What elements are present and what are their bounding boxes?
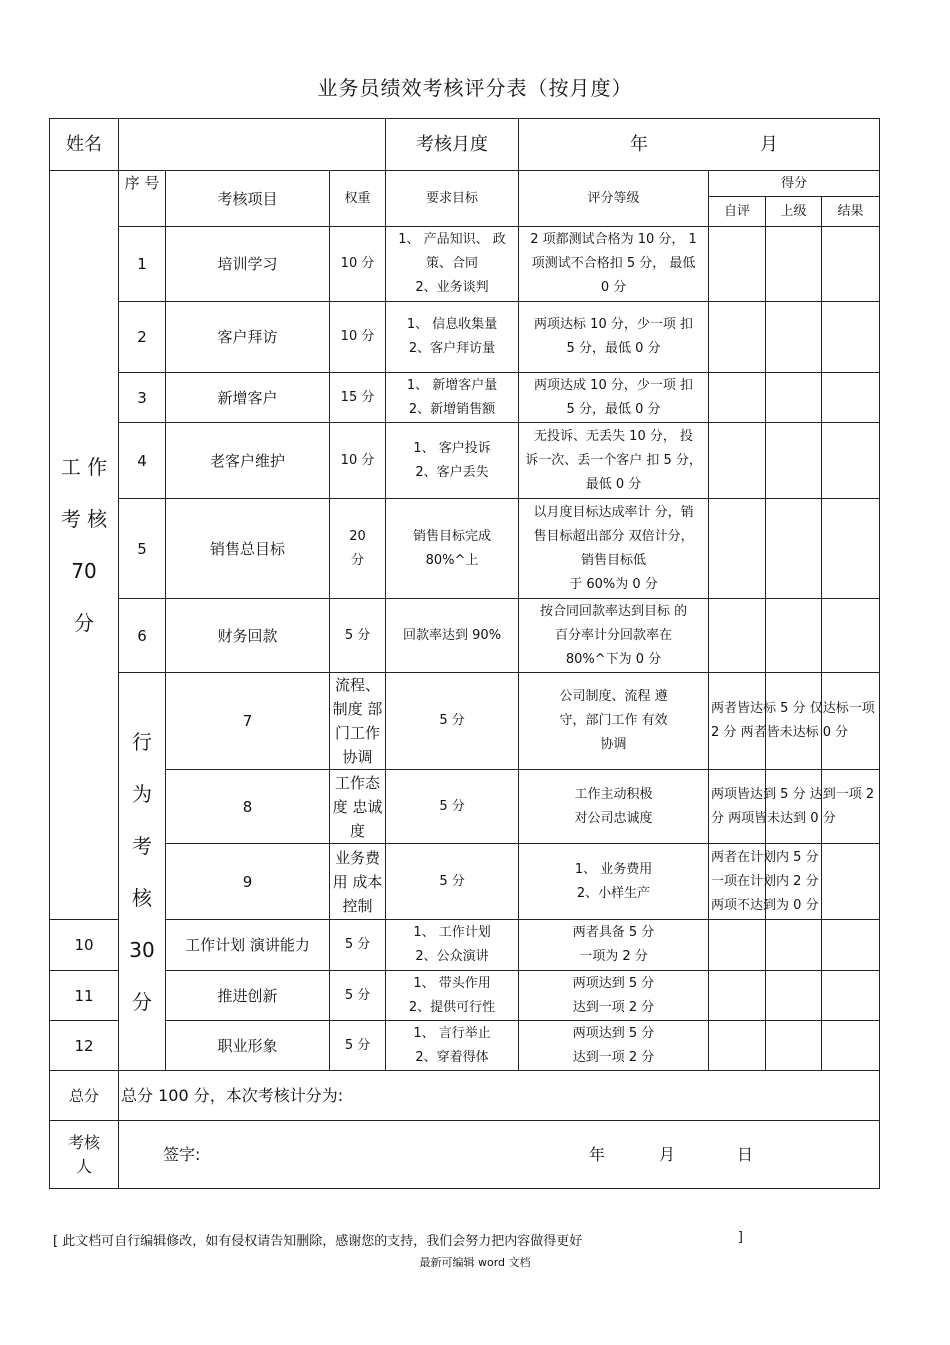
row-target-line: 2、业务谈判 [415,280,489,295]
row-grade-line: 达到一项 2 分 [572,1049,655,1065]
row-grade [519,499,709,599]
footer-note-close: ] [737,1230,743,1245]
item-row [50,971,880,1021]
item-row [50,920,880,971]
row-weight [330,499,386,599]
row-grade [519,920,709,971]
row-target-line: 2、穿着得体 [415,1049,489,1065]
self-score-cell[interactable] [709,227,766,302]
row-grade-line: 两项皆达到 5 分 达到一项 2 [711,786,875,802]
superior-score-cell[interactable] [822,770,880,844]
row-number: 6 [119,599,166,673]
item-row [50,227,880,302]
row-grade-line: 按合同回款率达到目标 的 [539,603,688,619]
row-target [386,599,519,673]
row-item: 老客户维护 [166,423,330,499]
total-label: 总分 [50,1071,119,1121]
row-item: 推进创新 [166,971,330,1021]
footer-note [53,1230,743,1249]
row-grade-line: 两者在计划内 5 分 [711,849,819,865]
sign-day: 日 [737,1144,754,1164]
row-target-line: 对公司忠诚度 [574,810,653,826]
row-grade-line: 2 项都测试合格为 10 分， 1 [530,232,697,247]
row-weight-text: 15 分 [340,389,375,405]
row-number: 2 [119,302,166,373]
item-row [50,302,880,373]
row-number: 5 [119,499,166,599]
result-score-cell[interactable] [822,499,880,599]
row-grade-line: 以月度目标达成率计 分，销 [533,504,694,520]
row-target [386,227,519,302]
row-item: 客户拜访 [166,302,330,373]
result-score-cell[interactable] [822,1021,880,1071]
row-weight-text: 10 分 [340,452,375,468]
row-target [386,920,519,971]
col-score: 得分 [709,171,880,197]
row-weight [330,227,386,302]
self-score-cell[interactable] [709,920,766,971]
row-target [519,844,709,920]
row-number: 8 [166,770,330,844]
superior-score-cell[interactable] [766,373,822,423]
row-target-line: 2、客户丢失 [415,464,489,480]
row-target-line: 1、 业务费用 [574,861,653,877]
row-grade-line: 两项达到 5 分 [572,1025,655,1041]
row-grade [519,971,709,1021]
self-score-cell[interactable] [709,499,766,599]
row-target [386,302,519,373]
row-weight-text: 5 分 [439,873,465,889]
footer-tag: 最新可编辑 word 文档 [419,1256,531,1269]
self-score-cell[interactable] [709,1021,766,1071]
row-grade-line: 百分率计分回款率在 [555,627,673,643]
superior-score-cell[interactable] [766,1021,822,1071]
row-target-line: 1、 言行举止 [413,1025,491,1041]
row-target-line: 1、 客户投诉 [413,440,491,456]
col-item: 考核项目 [166,171,330,227]
section-work: 工 作 考 核 70 分 [50,171,119,920]
col-superior: 上级 [766,197,822,227]
superior-score-cell[interactable] [766,227,822,302]
item-row [50,844,880,920]
row-target-line: 2、客户拜访量 [408,341,496,356]
row-grade-line: 一项在计划内 2 分 [711,873,819,889]
row-target-line: 销售目标完成 [413,528,492,544]
row-item: 工作计划 演讲能力 [166,920,330,971]
superior-score-cell[interactable] [766,499,822,599]
row-weight [330,302,386,373]
row-weight-text: 5 分 [439,798,465,814]
assessor-row [50,1121,880,1189]
row-weight [330,373,386,423]
row-target-line: 1、 信息收集量 [406,317,498,332]
superior-score-cell[interactable] [766,920,822,971]
row-target-line: 2、新增销售额 [408,401,496,417]
sign-label: 签字: [163,1144,201,1164]
row-weight [386,770,519,844]
row-target-line: 1、 新增客户量 [406,377,498,393]
total-row [50,1071,880,1121]
row-grade [709,770,875,844]
row-item: 职业形象 [166,1021,330,1071]
assessor-label-text: 人 [75,1156,92,1176]
item-row [50,499,880,599]
row-target [386,423,519,499]
row-item: 财务回款 [166,599,330,673]
row-target-line: 公司制度、流程 遵 [559,689,668,704]
row-number: 10 [50,920,119,971]
row-grade-line: 分 两项皆未达到 0 分 [711,810,836,826]
row-weight-text: 5 分 [344,937,371,952]
header-row [50,119,880,171]
row-target-line: 80%^上 [425,552,479,568]
row-weight [330,920,386,971]
row-number: 9 [166,844,330,920]
self-score-cell[interactable] [766,770,822,844]
row-item: 业务费用 成本控制 [330,844,386,920]
row-grade [519,1021,709,1071]
row-item: 新增客户 [166,373,330,423]
item-row [50,373,880,423]
self-score-cell[interactable] [709,373,766,423]
row-target-line: 工作主动积极 [574,786,653,802]
row-grade-line: 最低 0 分 [585,476,642,492]
row-number: 12 [50,1021,119,1071]
year-month-field[interactable] [519,119,880,171]
row-grade [519,302,709,373]
superior-score-cell[interactable] [766,599,822,673]
row-target-line: 回款率达到 90% [403,627,502,643]
row-number: 7 [166,673,330,770]
row-grade-line: 一项为 2 分 [579,949,648,964]
item-row [50,423,880,499]
self-score-cell[interactable] [709,423,766,499]
row-target [519,673,709,770]
row-weight [330,423,386,499]
row-weight-text: 5 分 [344,987,371,1003]
row-weight [330,599,386,673]
row-weight-text: 5 分 [439,713,465,728]
row-weight-text: 分 [351,552,365,568]
row-weight [386,673,519,770]
row-grade-line: 5 分，最低 0 分 [566,401,661,417]
row-weight [330,971,386,1021]
superior-score-cell[interactable] [766,302,822,373]
row-target-line: 协调 [600,737,627,752]
footer-note-text: [ 此文档可自行编辑修改，如有侵权请告知删除，感谢您的支持，我们会努力把内容做得更好 [53,1234,583,1249]
row-grade [709,673,875,770]
self-score-cell[interactable] [709,302,766,373]
year-label: 年 [630,133,649,155]
row-target [386,499,519,599]
row-grade [519,599,709,673]
row-target-line: 2、提供可行性 [408,999,496,1015]
row-grade-line: 2 分 两者皆未达标 0 分 [711,725,849,740]
row-weight-text: 10 分 [340,256,375,271]
col-target: 要求目标 [386,171,519,227]
row-grade-line: 两项达标 10 分，少一项 扣 [534,317,693,332]
sign-month: 月 [659,1144,676,1164]
row-number: 3 [119,373,166,423]
row-number: 4 [119,423,166,499]
row-target-line: 1、 产品知识、 政 [398,232,506,247]
row-target [386,373,519,423]
signature-field[interactable] [119,1121,880,1189]
row-target-line: 1、 工作计划 [413,925,491,940]
row-weight [386,844,519,920]
column-header-row-1 [50,171,880,197]
row-target-line: 2、公众演讲 [415,949,489,964]
row-target-line: 策、合同 [426,256,479,271]
self-score-cell[interactable] [709,971,766,1021]
row-target-line: 2、小样生产 [576,885,651,901]
row-target-line: 1、 带头作用 [413,975,491,991]
row-grade [519,227,709,302]
row-item: 工作态度 忠诚度 [330,770,386,844]
col-weight: 权重 [330,171,386,227]
result-score-cell[interactable] [822,302,880,373]
row-grade-line: 80%^下为 0 分 [565,651,662,667]
row-target [519,770,709,844]
item-row [50,770,880,844]
page-title: 业务员绩效考核评分表（按月度） [317,76,633,100]
appraisal-table [49,118,880,1189]
superior-score-cell[interactable] [766,971,822,1021]
row-weight-text: 5 分 [344,627,371,643]
result-score-cell[interactable] [822,373,880,423]
section-behavior: 行 为 考 核 30 分 [119,673,166,1071]
row-grade [709,844,819,920]
row-grade-line: 5 分，最低 0 分 [566,341,661,356]
row-grade [519,373,709,423]
row-item: 销售总目标 [166,499,330,599]
result-score-cell[interactable] [822,971,880,1021]
row-grade-line: 0 分 [600,280,627,295]
superior-score-cell[interactable] [766,423,822,499]
row-grade-line: 两者皆达标 5 分 仅达标一项 [711,701,875,716]
row-grade [519,423,709,499]
row-grade-line: 无投诉、无丢失 10 分， 投 [534,428,693,444]
self-score-cell[interactable] [766,673,822,770]
col-grade: 评分等级 [519,171,709,227]
item-row [50,599,880,673]
row-grade-line: 两项达到 5 分 [572,975,655,991]
result-score-cell[interactable] [822,920,880,971]
col-self: 自评 [709,197,766,227]
name-label: 姓名 [50,119,119,171]
item-row [50,1021,880,1071]
row-weight-text: 5 分 [344,1037,371,1053]
month-unit: 月 [760,133,779,155]
row-target [386,1021,519,1071]
sign-year: 年 [589,1144,606,1164]
row-grade-line: 两项不达到为 0 分 [711,897,819,913]
row-weight [330,1021,386,1071]
item-row [50,673,880,770]
month-label: 考核月度 [386,119,519,171]
row-number: 1 [119,227,166,302]
row-target-line: 守，部门工作 有效 [559,713,668,728]
row-number: 11 [50,971,119,1021]
assessor-label [50,1121,119,1189]
total-text[interactable]: 总分 100 分，本次考核计分为: [119,1071,880,1121]
name-field[interactable] [119,119,386,171]
row-grade-line: 项测试不合格扣 5 分， 最低 [531,256,696,271]
row-grade-line: 于 60%为 0 分 [569,576,658,592]
row-item: 培训学习 [166,227,330,302]
row-item: 流程、制度 部门工作协调 [330,673,386,770]
row-weight-text: 10 分 [340,329,375,344]
row-target [386,971,519,1021]
col-seq: 序 号 [119,171,166,227]
result-score-cell[interactable] [822,599,880,673]
superior-score-cell[interactable] [822,844,880,920]
row-grade-line: 销售目标低 [581,552,647,568]
result-score-cell[interactable] [822,227,880,302]
col-result: 结果 [822,197,880,227]
row-grade-line: 两项达成 10 分，少一项 扣 [534,377,693,393]
assessor-label-text: 考核 [67,1132,100,1152]
row-grade-line: 诉一次、丢一个客户 扣 5 分， [525,452,702,468]
self-score-cell[interactable] [709,599,766,673]
superior-score-cell[interactable] [822,673,880,770]
result-score-cell[interactable] [822,423,880,499]
row-grade-line: 两者具备 5 分 [572,925,655,940]
row-grade-line: 售目标超出部分 双倍计分， [533,528,694,544]
row-grade-line: 达到一项 2 分 [572,999,655,1015]
row-weight-text: 20 [349,528,366,544]
